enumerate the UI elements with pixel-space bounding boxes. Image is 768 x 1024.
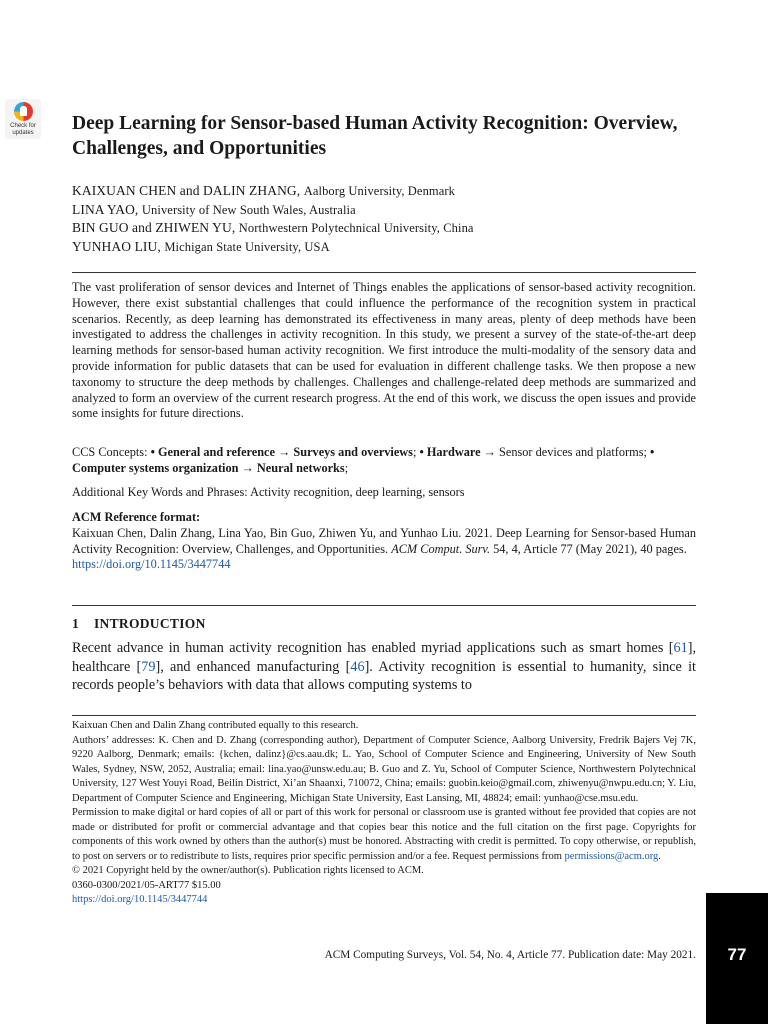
- footnote-permission: [72, 806, 696, 864]
- section-number: 1: [72, 616, 80, 631]
- citation-link[interactable]: 79: [141, 658, 156, 675]
- citation-link[interactable]: 46: [350, 658, 365, 675]
- page-number: 77: [727, 945, 747, 964]
- section-title: INTRODUCTION: [94, 616, 206, 631]
- acm-reference-journal: ACM Comput. Surv.: [391, 541, 491, 556]
- page-number-tab: [706, 893, 768, 1024]
- author-line: [72, 238, 712, 257]
- ccs-concept: • Computer systems organization → Neural networks: [72, 445, 655, 475]
- author-names: BIN GUO and ZHIWEN YU,: [72, 220, 236, 235]
- intro-top-rule: [72, 605, 696, 606]
- ccs-separator: ;: [412, 445, 417, 459]
- footnote-rule: [72, 715, 696, 716]
- acm-reference-details: 54, 4, Article 77 (May 2021), 40 pages.: [493, 541, 687, 556]
- author-line: [72, 182, 712, 201]
- section-heading: [72, 616, 206, 632]
- intro-text: ], and enhanced manufacturing [: [155, 658, 351, 675]
- ccs-concept: • General and reference → Surveys and overviews: [150, 445, 413, 459]
- author-names: KAIXUAN CHEN and DALIN ZHANG,: [72, 183, 301, 198]
- acm-reference-heading: ACM Reference format:: [72, 510, 201, 524]
- ccs-concept-rest: → Sensor devices and platforms;: [483, 445, 647, 459]
- ccs-concept: • Hardware: [419, 445, 481, 459]
- author-affiliation: University of New South Wales, Australia: [141, 202, 356, 217]
- footnote-addresses: Authors’ addresses: K. Chen and D. Zhang (corresponding author), Department of Computer Science, Aalborg University, Fredrik Bajers Vej 7K, 9220 Aalborg, Denmark; emails: {kchen, dalinz}@cs.aau.dk; L. Yao, School of Computer Science and Engineering, University of New South Wales, Sydney, NSW, 2052, Australia; email: lina.yao@unsw.edu.au; B. Guo and Z. Yu, School of Computer Science, Northwestern Polytechnical University, 127 West Youyi Road, Beilin District, Xi’an Shaanxi, 710072, China; emails: guobin.keio@gmail.com, zhiwenyu@nwpu.edu.cn; Y. Liu, Department of Computer Science and Engineering, Michigan State University, East Lansing, MI, 48824; email: yunhao@cse.msu.edu.: [72, 734, 696, 804]
- author-names: YUNHAO LIU,: [72, 238, 161, 254]
- ccs-end: ;: [344, 460, 349, 475]
- doi-link[interactable]: https://doi.org/10.1145/3447744: [72, 557, 231, 572]
- author-affiliation: Michigan State University, USA: [164, 239, 330, 254]
- badge-text: Check for updates: [10, 123, 36, 136]
- ccs-label: CCS Concepts:: [72, 445, 148, 459]
- author-names: LINA YAO,: [72, 201, 139, 217]
- keywords: Additional Key Words and Phrases: Activity recognition, deep learning, sensors: [72, 485, 465, 499]
- check-for-updates-badge[interactable]: [5, 99, 41, 139]
- citation-link[interactable]: 61: [673, 640, 688, 656]
- author-list: [72, 182, 712, 256]
- check-for-updates-icon: [14, 102, 33, 121]
- intro-text: Recent advance in human activity recognition has enabled myriad applications such as smart homes [: [72, 640, 674, 656]
- permission-end: .: [658, 850, 661, 862]
- acm-reference-text: Kaixuan Chen, Dalin Zhang, Lina Yao, Bin Guo, Zhiwen Yu, and Yunhao Liu. 2021. Deep Learning for Sensor-based Human Activity Recognition: Overview, Challenges, and Opportunities.: [72, 525, 696, 556]
- ccs-concepts: [72, 445, 696, 477]
- permission-text: Permission to make digital or hard copies of all or part of this work for personal or classroom use is granted without fee provided that copies are not made or distributed for profit or commercial advantage and that copies bear this notice and the full citation on the first page. Copyrights for components of this work owned by others than the author(s) must be honored. Abstracting with credit is permitted. To copy otherwise, or republish, to post on servers or to redistribute to lists, requires prior specific permission and/or a fee. Request permissions from: [72, 807, 696, 862]
- author-affiliation: Northwestern Polytechnical University, China: [238, 221, 474, 235]
- footnote-contribution: Kaixuan Chen and Dalin Zhang contributed equally to this research.: [72, 720, 359, 731]
- author-line: [72, 201, 712, 220]
- footnote-issn: 0360-0300/2021/05-ART77 $15.00: [72, 879, 221, 891]
- intro-text: ], healthcare [: [72, 640, 696, 675]
- footnote-copyright: © 2021 Copyright held by the owner/author(s). Publication rights licensed to ACM.: [72, 865, 424, 876]
- paper-title: Deep Learning for Sensor-based Human Activity Recognition: Overview, Challenges, and Opportunities: [72, 113, 678, 159]
- abstract: The vast proliferation of sensor devices and Internet of Things enables the applications of sensor-based activity recognition. However, there exist substantial challenges that could influence the performance of the recognition system in practical scenarios. Recently, as deep learning has demonstrated its effectiveness in many areas, plenty of deep methods have been investigated to address the challenges in activity recognition. In this study, we present a survey of the state-of-the-art deep learning methods for sensor-based human activity recognition. We first introduce the multi-modality of the sensory data and provide information for public datasets that can be used for evaluation in different challenge tasks. We then propose a new taxonomy to structure the deep methods by challenges. Challenges and challenge-related deep methods are summarized and analyzed to form an overview of the current research progress. At the end of this work, we discuss the open issues and provide some insights for future directions.: [72, 280, 696, 421]
- intro-text: ]. Activity recognition is essential to humanity, since it records people’s behaviors with data that allows computing systems to: [72, 658, 696, 693]
- acm-reference: [72, 510, 696, 573]
- permissions-email-link[interactable]: permissions@acm.org: [564, 850, 659, 862]
- author-line: [72, 219, 712, 238]
- intro-paragraph: [72, 639, 696, 695]
- footnote-doi-link[interactable]: https://doi.org/10.1145/3447744: [72, 894, 208, 905]
- footnotes: [72, 719, 696, 908]
- author-affiliation: Aalborg University, Denmark: [303, 184, 456, 198]
- page-footer: ACM Computing Surveys, Vol. 54, No. 4, Article 77. Publication date: May 2021.: [324, 949, 696, 961]
- abstract-top-rule: [72, 272, 696, 273]
